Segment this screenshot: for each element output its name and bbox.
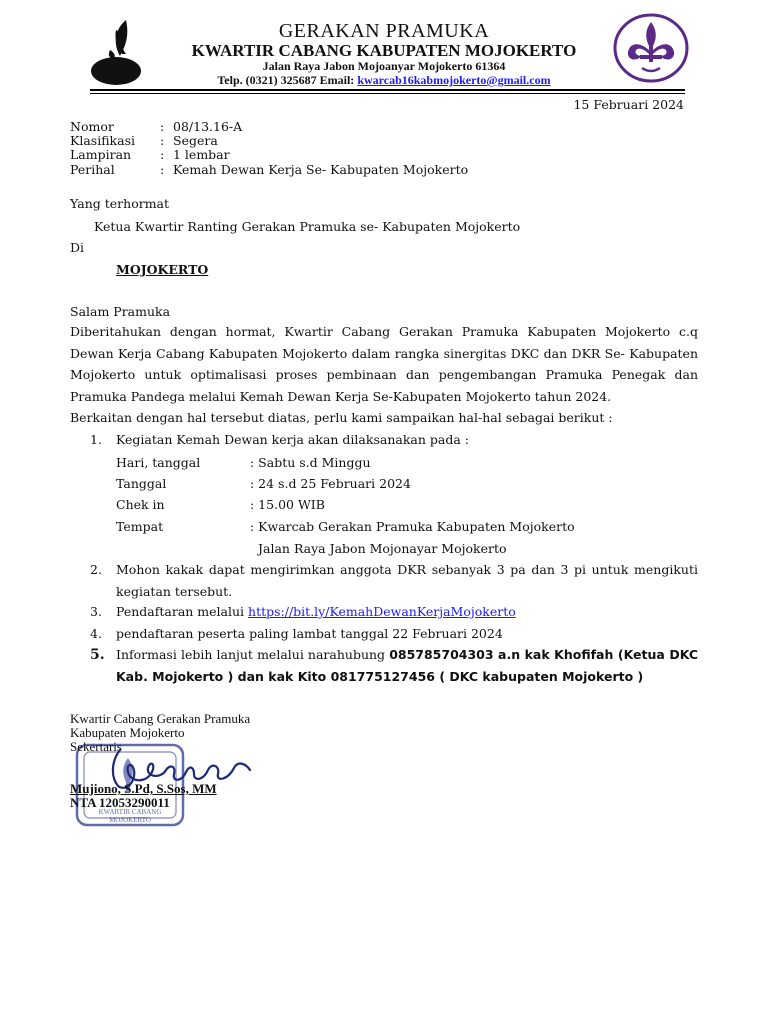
meta-colon: : <box>160 147 165 162</box>
meta-label-perihal: Perihal <box>70 162 115 177</box>
item-3-text <box>116 601 698 623</box>
meta-label-lampiran: Lampiran <box>70 147 132 162</box>
body-intro: Berkaitan dengan hal tersebut diatas, perlu kami sampaikan hal-hal sebagai berikut : <box>70 410 613 425</box>
signatory-org: Kwartir Cabang Gerakan Pramuka <box>70 711 251 726</box>
registration-link[interactable]: https://bit.ly/KemahDewanKerjaMojokerto <box>248 604 516 619</box>
email-link[interactable]: kwarcab16kabmojokerto@gmail.com <box>357 73 551 87</box>
item-5-text <box>116 644 698 688</box>
meta-colon: : <box>160 119 165 134</box>
contact-persons: 085785704303 a.n kak Khofifah (Ketua DKC Kab. Mojokerto ) dan kak Kito 081775127456 ( DKC kabupaten Mojokerto ) <box>116 647 699 684</box>
header-rule <box>90 89 685 91</box>
meta-label-nomor: Nomor <box>70 119 114 134</box>
recipient-place: MOJOKERTO <box>116 262 209 277</box>
meta-colon: : <box>160 133 165 148</box>
detail-value: : 24 s.d 25 Februari 2024 <box>250 476 411 491</box>
meta-colon: : <box>160 162 165 177</box>
item-3-label: Pendaftaran melalui <box>116 604 249 619</box>
item-2-text: Mohon kakak dapat mengirimkan anggota DKR sebanyak 3 pa dan 3 pi untuk mengikuti kegiatan tersebut. <box>116 562 698 599</box>
meta-value-lampiran: 1 lembar <box>173 147 230 162</box>
salutation: Salam Pramuka <box>70 304 171 319</box>
meta-label-klasifikasi: Klasifikasi <box>70 133 135 148</box>
letter-date: 15 Februari 2024 <box>573 97 684 112</box>
item-number: 5. <box>90 647 105 663</box>
item-number: 4. <box>90 626 102 641</box>
detail-label: Tempat <box>116 519 164 534</box>
fleur-de-lis-icon <box>612 12 690 84</box>
recipient-di: Di <box>70 240 85 255</box>
item-number: 1. <box>90 432 102 447</box>
detail-label: Tanggal <box>116 476 167 491</box>
stamp-text: KWARTIR CABANG MOJOKERTO <box>98 808 162 824</box>
detail-label: Chek in <box>116 497 165 512</box>
meta-value-nomor: 08/13.16-A <box>173 119 243 134</box>
detail-value: : Sabtu s.d Minggu <box>250 455 371 470</box>
item-number: 3. <box>90 604 102 619</box>
detail-value: : Kwarcab Gerakan Pramuka Kabupaten Mojokerto <box>250 519 575 534</box>
recipient-to: Ketua Kwartir Ranting Gerakan Pramuka se- Kabupaten Mojokerto <box>94 219 521 234</box>
signatory-region: Kabupaten Mojokerto <box>70 725 185 740</box>
header-rule-thin <box>90 93 685 94</box>
item-number: 2. <box>90 562 102 577</box>
contact-phone: Telp. (0321) 325687 Email: <box>217 73 358 87</box>
scout-emblem <box>612 12 690 84</box>
detail-label: Hari, tanggal <box>116 455 201 470</box>
item-1-text: Kegiatan Kemah Dewan kerja akan dilaksanakan pada : <box>116 432 469 447</box>
letterhead-address: Jalan Raya Jabon Mojoanyar Mojokerto 61364 <box>262 59 506 73</box>
letterhead-org: GERAKAN PRAMUKA <box>278 20 490 42</box>
detail-value-cont: Jalan Raya Jabon Mojonayar Mojokerto <box>258 541 507 556</box>
detail-value: : 15.00 WIB <box>250 497 325 512</box>
item-4-text: pendaftaran peserta paling lambat tanggal 22 Februari 2024 <box>116 626 503 641</box>
body-paragraph: Diberitahukan dengan hormat, Kwartir Cabang Gerakan Pramuka Kabupaten Mojokerto c.q Dewan Kerja Cabang Kabupaten Mojokerto dalam rangka sinergitas DKC dan DKR Se- Kabupaten Mojokerto untuk optimalisasi proses pembinaan dan pengembangan Pramuka Penegak dan Pramuka Pandega melalui Kemah Dewan Kerja Se-Kabupaten Mojokerto tahun 2024. <box>70 324 698 404</box>
meta-value-perihal: Kemah Dewan Kerja Se- Kabupaten Mojokerto <box>173 162 469 177</box>
greeting: Yang terhormat <box>70 196 170 211</box>
letterhead-branch: KWARTIR CABANG KABUPATEN MOJOKERTO <box>191 41 577 60</box>
signatory-role: Sekertaris <box>70 739 122 754</box>
signatory-name: Mujiono, S.Pd, S.Sos, MM <box>70 781 217 796</box>
signatory-nta: NTA 12053290011 <box>70 795 170 810</box>
item-5-label: Informasi lebih lanjut melalui narahubung <box>116 647 390 662</box>
meta-value-klasifikasi: Segera <box>173 133 218 148</box>
